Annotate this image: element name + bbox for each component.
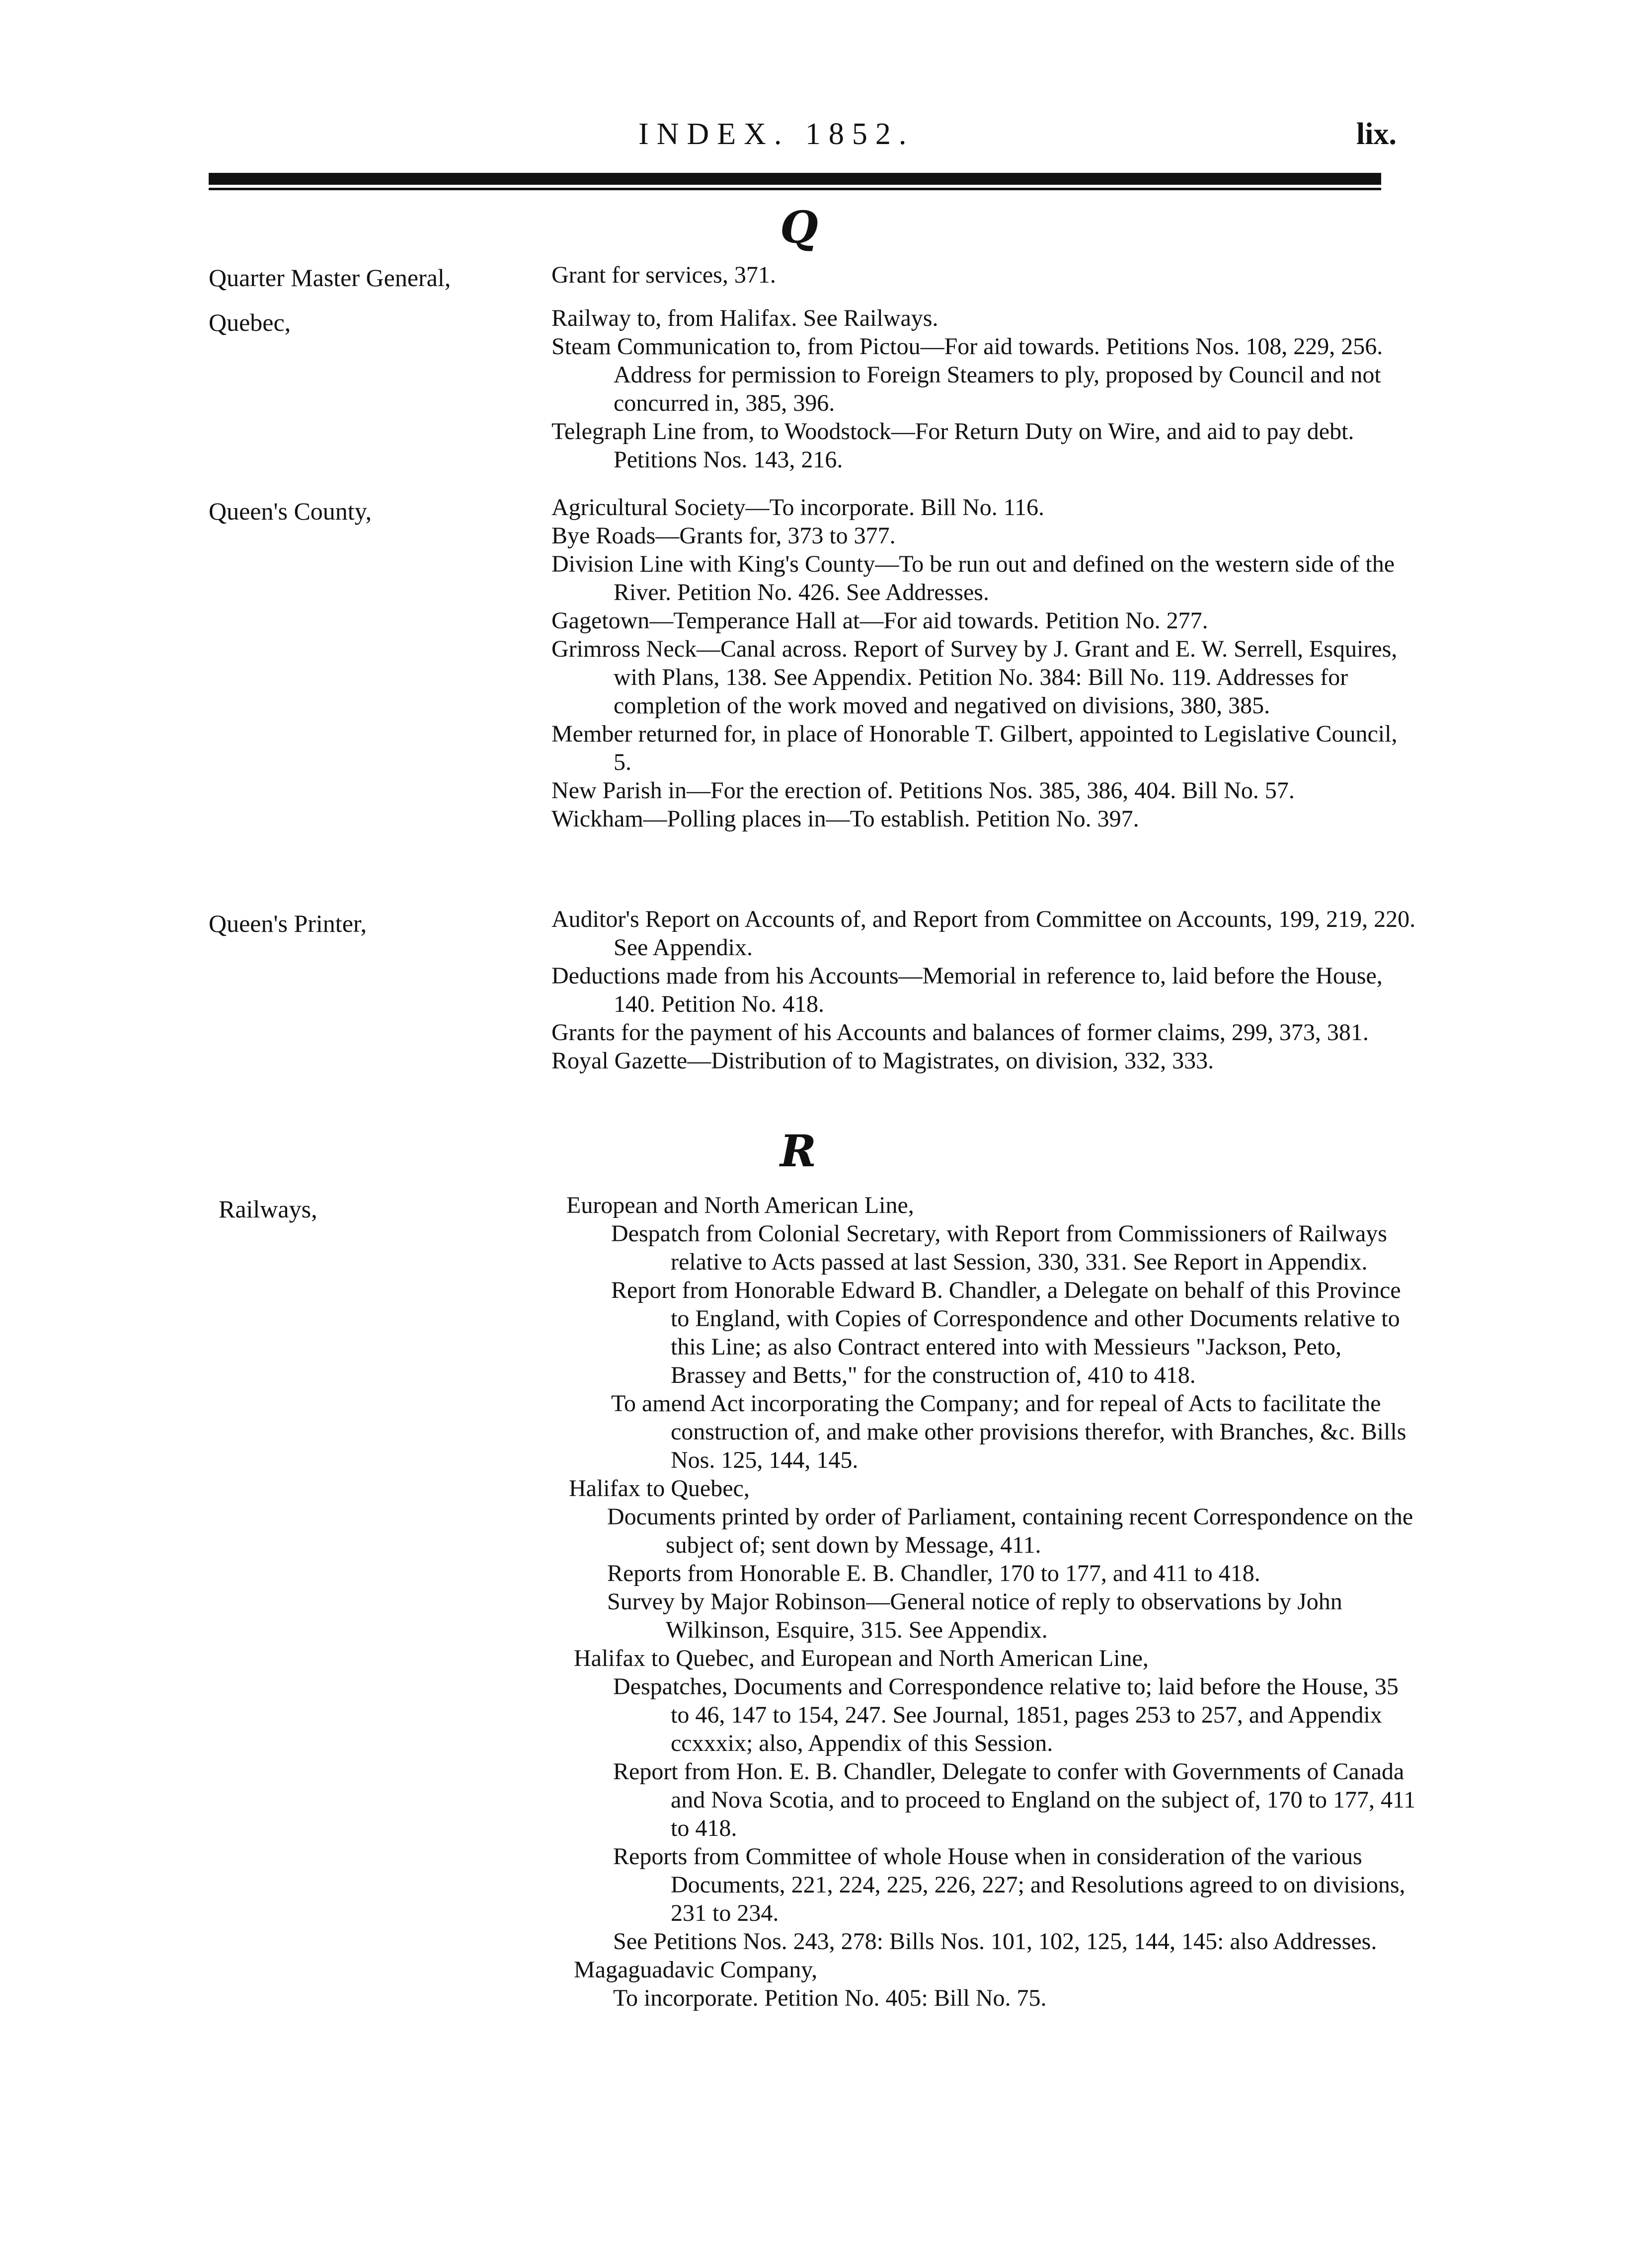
entries-quebec <box>551 304 1416 474</box>
subject-railways: Railways, <box>219 1195 317 1223</box>
page-header <box>0 117 1640 161</box>
header-rule-thick <box>209 173 1381 185</box>
index-entry: Wickham—Polling places in—To establish. Petition No. 397. <box>551 806 1139 832</box>
index-entry: Report from Honorable Edward B. Chandler, a Delegate on behalf of this Province to England, with Copies of Correspondence and other Documents relative to this Line; as also Contract entered into with Messieurs "Jackson, Peto, Brassey and Betts," for the construction of, 410 to 418. <box>611 1277 1401 1388</box>
index-entry: Despatch from Colonial Secretary, with Report from Commissioners of Railways relative to Acts passed at last Session, 330, 331. See Report in Appendix. <box>611 1220 1387 1275</box>
index-entry: Bye Roads—Grants for, 373 to 377. <box>551 523 896 549</box>
index-entry: Division Line with King's County—To be run out and defined on the western side of the River. Petition No. 426. See Addresses. <box>551 551 1395 605</box>
index-entry: New Parish in—For the erection of. Petitions Nos. 385, 386, 404. Bill No. 57. <box>551 777 1295 804</box>
entries-queens-county <box>551 493 1416 833</box>
subject-quebec: Quebec, <box>209 308 291 336</box>
index-entry: Survey by Major Robinson—General notice of reply to observations by John Wilkinson, Esquire, 315. See Appendix. <box>607 1588 1342 1643</box>
index-entry: Agricultural Society—To incorporate. Bill No. 116. <box>551 494 1044 521</box>
index-entry: Grants for the payment of his Accounts and balances of former claims, 299, 373, 381. <box>551 1019 1369 1046</box>
page-title: INDEX. 1852. <box>638 117 915 151</box>
index-entry: Railway to, from Halifax. See Railways. <box>551 305 938 331</box>
index-entry: Royal Gazette—Distribution of to Magistrates, on division, 332, 333. <box>551 1048 1214 1074</box>
group-heading: Halifax to Quebec, <box>569 1475 750 1502</box>
section-letter-q: Q <box>780 201 818 253</box>
subject-queens-printer: Queen's Printer, <box>209 909 367 937</box>
index-entry: Grant for services, 371. <box>551 262 776 288</box>
page-number: lix. <box>1356 117 1397 151</box>
section-letter-r: R <box>780 1125 817 1177</box>
index-entry: Report from Hon. E. B. Chandler, Delegate to confer with Governments of Canada and Nova Scotia, and to proceed to England on the subject of, 170 to 177, 411 to 418. <box>613 1758 1416 1841</box>
subject-queens-county: Queen's County, <box>209 497 372 525</box>
group-heading: Halifax to Quebec, and European and North American Line, <box>574 1645 1149 1671</box>
index-entry: To amend Act incorporating the Company; and for repeal of Acts to facilitate the construction of, and make other provisions therefor, with Branches, &c. Bills Nos. 125, 144, 145. <box>611 1390 1406 1473</box>
index-entry: See Petitions Nos. 243, 278: Bills Nos. 101, 102, 125, 144, 145: also Addresses. <box>613 1928 1377 1955</box>
index-entry: Member returned for, in place of Honorable T. Gilbert, appointed to Legislative Council, 5. <box>551 721 1398 775</box>
group-heading: European and North American Line, <box>566 1192 914 1218</box>
index-entry: To incorporate. Petition No. 405: Bill No. 75. <box>613 1985 1047 2011</box>
index-entry: Documents printed by order of Parliament, containing recent Correspondence on the subject of; sent down by Message, 411. <box>607 1504 1413 1558</box>
index-entry: Reports from Committee of whole House when in consideration of the various Documents, 221, 224, 225, 226, 227; and Resolutions agreed to on divisions, 231 to 234. <box>613 1843 1406 1926</box>
index-entry: Steam Communication to, from Pictou—For aid towards. Petitions Nos. 108, 229, 256. Address for permission to Foreign Steamers to ply, proposed by Council and not concurred in, 385, 396. <box>551 333 1383 416</box>
entries-railways <box>551 1191 1416 2012</box>
subject-quarter-master-general: Quarter Master General, <box>209 264 451 292</box>
index-entry: Despatches, Documents and Correspondence relative to; laid before the House, 35 to 46, 147 to 154, 247. See Journal, 1851, pages 253 to 257, and Appendix ccxxxix; also, Appendix of this Session. <box>613 1673 1399 1756</box>
index-entry: Deductions made from his Accounts—Memorial in reference to, laid before the House, 140. Petition No. 418. <box>551 963 1383 1017</box>
index-entry: Auditor's Report on Accounts of, and Report from Committee on Accounts, 199, 219, 220. See Appendix. <box>551 906 1416 961</box>
index-entry: Grimross Neck—Canal across. Report of Survey by J. Grant and E. W. Serrell, Esquires, with Plans, 138. See Appendix. Petition No. 384: Bill No. 119. Addresses for completion of the work moved and negatived on divisions, 380, 385. <box>551 636 1398 719</box>
entries-queens-printer <box>551 905 1416 1075</box>
index-entry: Gagetown—Temperance Hall at—For aid towards. Petition No. 277. <box>551 607 1208 634</box>
entries-quarter-master-general <box>551 261 1416 289</box>
index-entry: Reports from Honorable E. B. Chandler, 170 to 177, and 411 to 418. <box>607 1560 1260 1587</box>
index-entry: Telegraph Line from, to Woodstock—For Return Duty on Wire, and aid to pay debt. Petitions Nos. 143, 216. <box>551 418 1354 473</box>
group-heading: Magaguadavic Company, <box>574 1957 818 1983</box>
header-rule-thin <box>209 188 1381 190</box>
